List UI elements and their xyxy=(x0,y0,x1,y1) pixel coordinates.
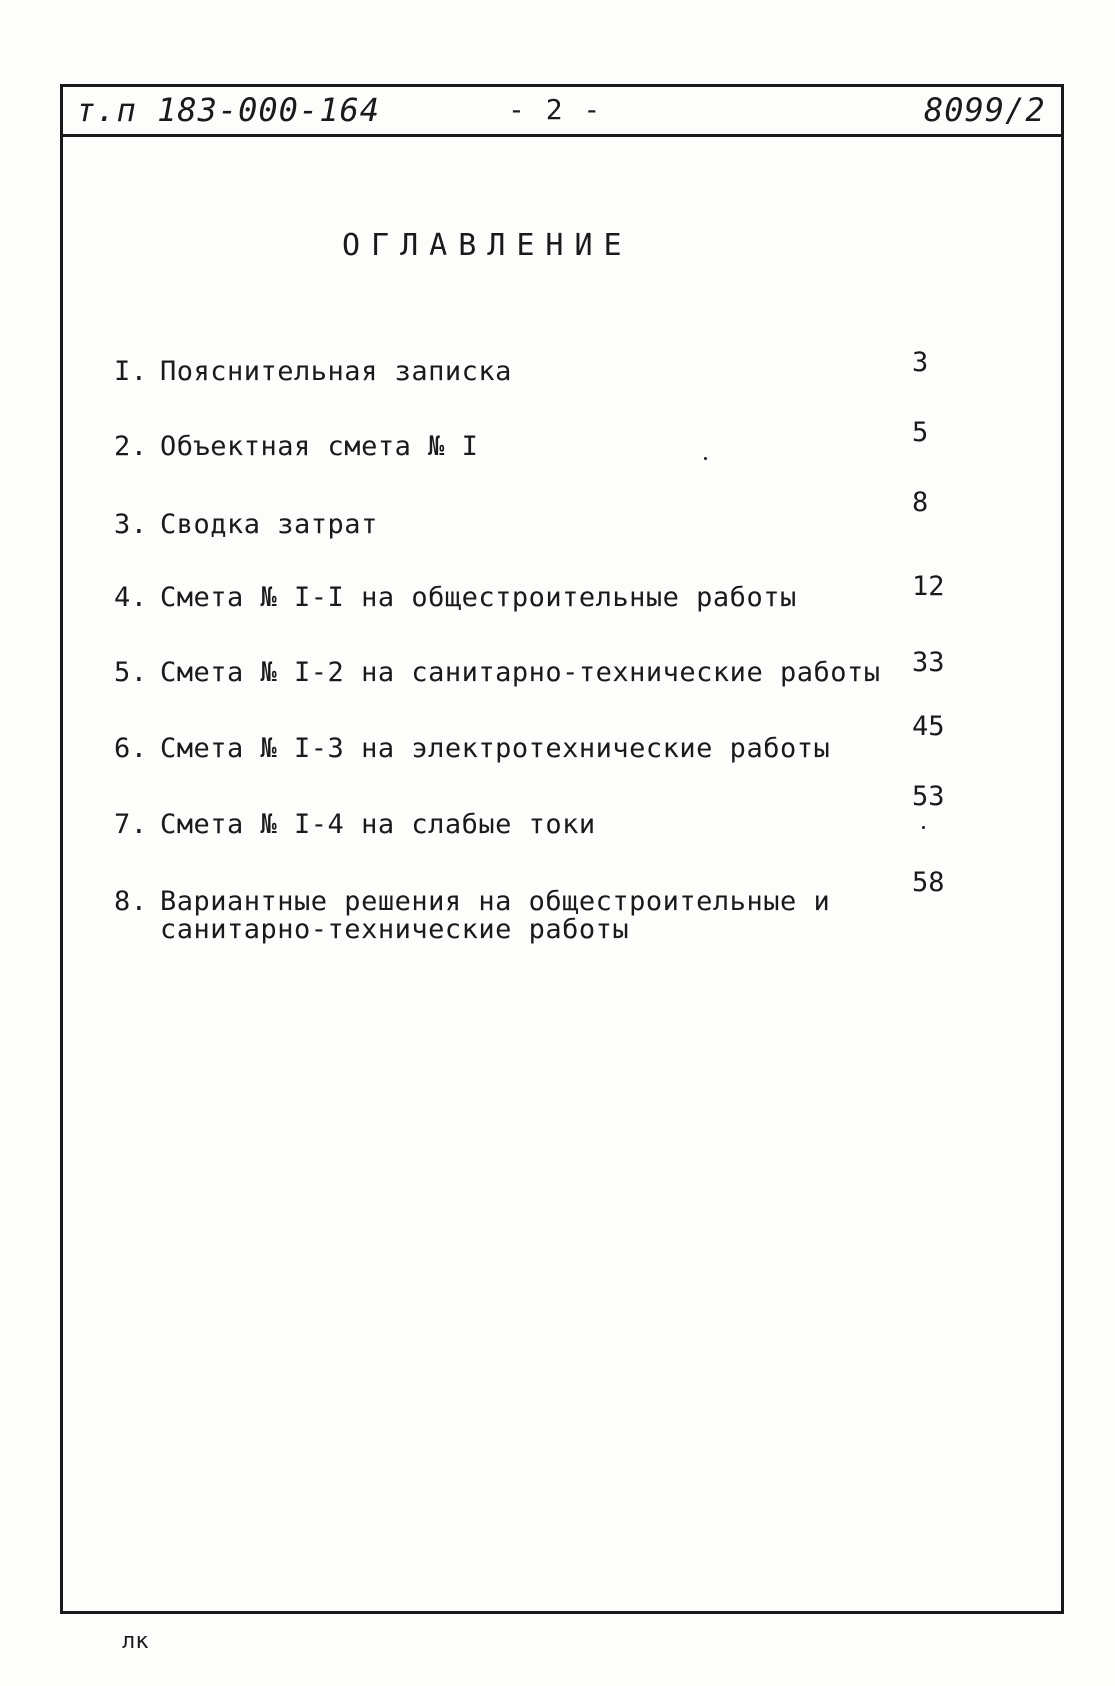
toc-item-page: 8 xyxy=(912,487,929,518)
toc-item xyxy=(114,659,880,687)
toc-item-number: 5. xyxy=(114,657,148,688)
toc-item-number: 2. xyxy=(114,431,148,462)
toc-item-text-continued: санитарно-технические работы xyxy=(160,914,630,945)
toc-item-number: 4. xyxy=(114,582,148,613)
toc-item-text: Сводка затрат xyxy=(160,509,378,540)
footer-mark: лк xyxy=(122,1629,149,1654)
toc-item-number: 6. xyxy=(114,733,148,764)
toc-item-page: 5 xyxy=(912,417,929,448)
toc-item xyxy=(114,433,478,461)
toc-item-number: 3. xyxy=(114,509,148,540)
toc-item-text: Смета № I-2 на санитарно-технические работы xyxy=(160,657,881,688)
toc-item-number: I. xyxy=(114,356,148,387)
header-divider xyxy=(60,134,1064,137)
page-frame xyxy=(60,84,1064,1614)
page-number: - 2 - xyxy=(508,93,603,126)
toc-item-text: Пояснительная записка xyxy=(160,356,512,387)
toc-item-page: 33 xyxy=(912,647,945,678)
toc-item xyxy=(114,358,512,386)
toc-item-page: 3 xyxy=(912,347,929,378)
toc-item xyxy=(114,811,596,839)
toc-item xyxy=(114,735,830,763)
toc-item-page: 12 xyxy=(912,571,945,602)
page-title: ОГЛАВЛЕНИЕ xyxy=(342,228,633,263)
toc-item-text: Смета № I-4 на слабые токи xyxy=(160,809,596,840)
toc-item-page: 53 xyxy=(912,781,945,812)
toc-item-text: Вариантные решения на общестроительные и xyxy=(160,886,831,917)
stray-dot xyxy=(704,457,707,460)
toc-item-text: Смета № I-3 на электротехнические работы xyxy=(160,733,831,764)
toc-item-page: 45 xyxy=(912,711,945,742)
toc-item xyxy=(114,511,378,539)
stray-dot xyxy=(922,826,925,829)
inventory-number: 8099/2 xyxy=(924,91,1046,129)
toc-item-page: 58 xyxy=(912,867,945,898)
toc-item-number: 8. xyxy=(114,886,148,917)
toc-item-text: Смета № I-I на общестроительные работы xyxy=(160,582,797,613)
document-code: т.п 183-000-164 xyxy=(76,91,380,129)
toc-item xyxy=(114,584,797,612)
toc-item-text: Объектная смета № I xyxy=(160,431,479,462)
toc-item xyxy=(114,888,830,944)
toc-item-number: 7. xyxy=(114,809,148,840)
